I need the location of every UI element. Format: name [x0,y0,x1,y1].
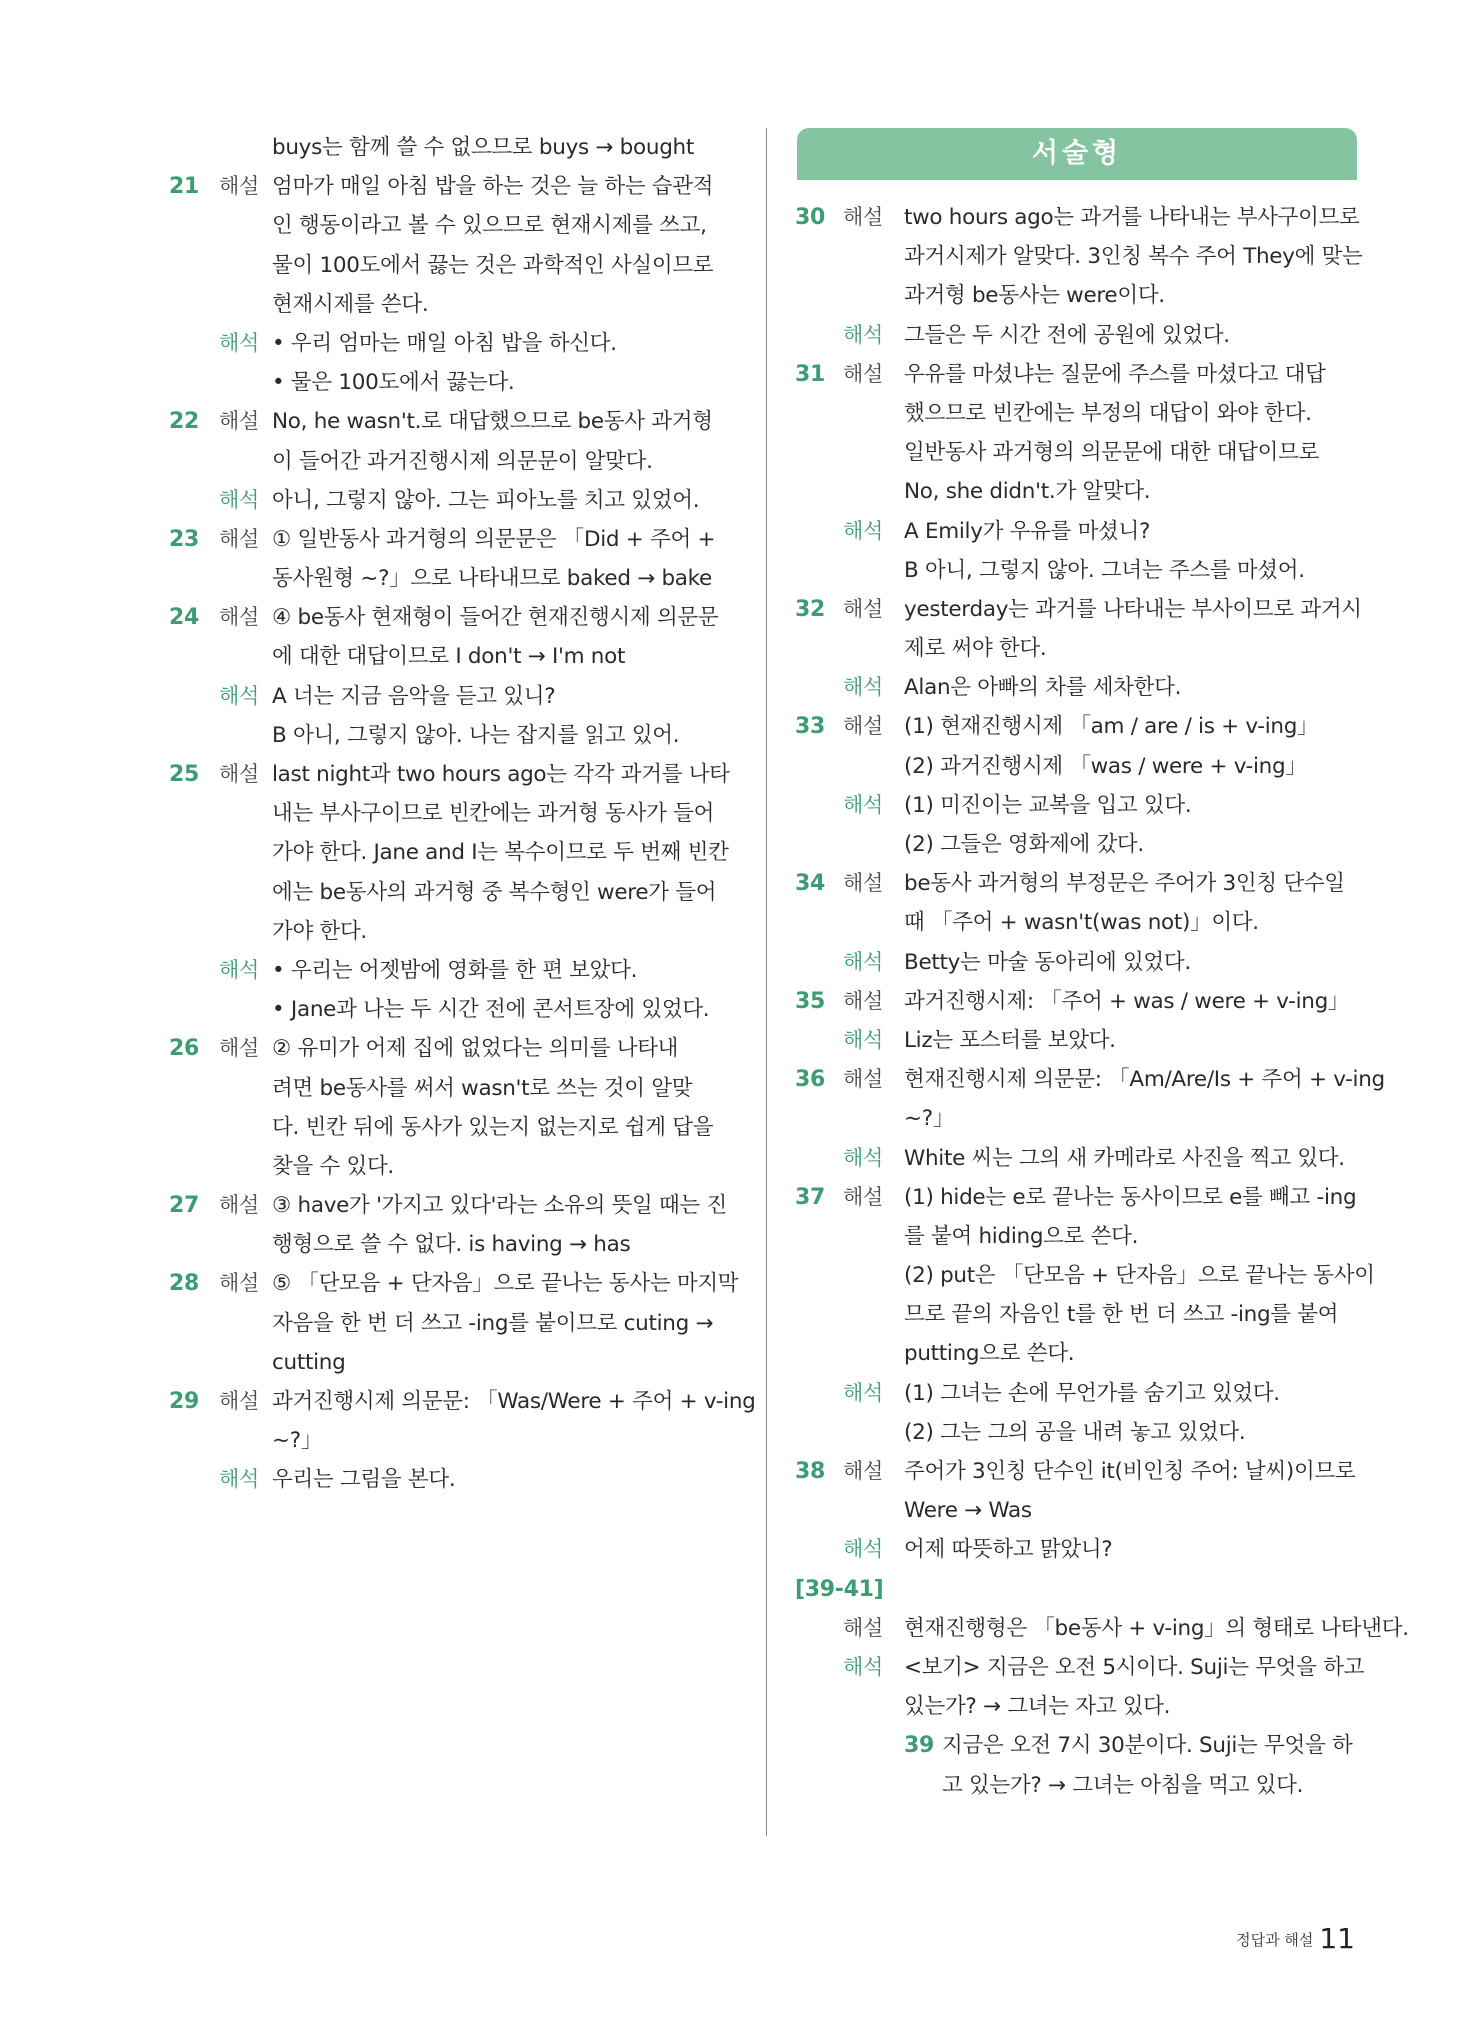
translation-tag: 해석 [843,518,883,543]
explanation-tag: 해설 [843,1615,883,1640]
right-column-lines [795,198,1409,1805]
text-line [797,707,1357,746]
question-number: 24 [169,605,200,631]
line-text: (1) hide는 e로 끝나는 동사이므로 e를 빼고 -ing [904,1184,1357,1210]
text-line [797,864,1357,903]
question-number: 29 [169,1389,200,1414]
text-line [797,1726,1357,1765]
left-column [169,128,756,1500]
text-line [171,755,741,794]
text-line [171,1108,741,1147]
explanation-tag: 해설 [843,596,883,621]
line-text: 에는 be동사의 과거형 중 복수형인 were가 들어 [272,879,717,905]
text-line [797,668,1357,707]
text-line [795,198,1360,237]
page-number: 11 [1319,1922,1355,1955]
line-text: 과거진행시제: 「주어 + was / were + v-ing」 [904,988,1350,1014]
line-text: 이 들어간 과거진행시제 의문문이 알맞다. [272,448,653,474]
text-line [797,903,1357,942]
text-line [171,598,741,637]
text-line [797,551,1357,590]
line-text: be동사 과거형의 부정문은 주어가 3인칭 단수일 [904,871,1345,897]
text-line [171,1264,741,1303]
line-text: putting으로 쓴다. [904,1341,1075,1367]
line-text: two hours ago는 과거를 나타내는 부사구이므로 [904,205,1360,230]
explanation-tag: 해설 [843,1459,883,1483]
translation-tag: 해석 [219,330,259,355]
text-line [171,1186,741,1225]
line-text: (1) 그녀는 손에 무언가를 숨기고 있었다. [904,1380,1280,1406]
line-text: cutting [272,1349,346,1375]
line-text: 현재시제를 쓴다. [272,291,429,317]
text-line [171,637,741,676]
text-line [171,324,741,363]
line-text: 려면 be동사를 써서 wasn't로 쓰는 것이 알맞 [272,1075,693,1101]
text-line [171,442,741,481]
line-text: 가야 한다. Jane and I는 복수이므로 두 번째 빈칸 [272,840,729,866]
line-text: yesterday는 과거를 나타내는 부사이므로 과거시 [904,596,1362,622]
question-number: 27 [169,1193,200,1219]
line-text: 에 대한 대답이므로 I don't → I'm not [272,644,626,670]
text-line [171,481,741,520]
question-number: 32 [795,596,826,622]
translation-tag: 해석 [843,949,883,974]
text-line [797,1099,1357,1138]
line-text: 아니, 그렇지 않아. 그는 피아노를 치고 있었어. [272,487,700,513]
line-text: 물이 100도에서 끓는 것은 과학적인 사실이므로 [272,252,714,278]
translation-tag: 해석 [843,1027,883,1052]
translation-tag: 해석 [843,792,883,817]
line-text: (2) 그들은 영화제에 갔다. [904,832,1144,857]
text-line [171,1147,741,1186]
line-text: 했으므로 빈칸에는 부정의 대답이 와야 한다. [904,400,1312,426]
question-number: 23 [169,526,200,552]
text-line [171,833,741,872]
line-text: 고 있는가? → 그녀는 아침을 먹고 있다. [942,1772,1304,1798]
line-text: No, she didn't.가 알맞다. [904,479,1151,505]
text-line [797,1178,1357,1217]
text-line [171,1343,741,1382]
explanation-tag: 해설 [219,762,259,786]
text-line [797,316,1357,355]
text-line [797,1334,1357,1373]
text-line [797,1295,1357,1334]
text-line [797,943,1357,982]
line-text: (2) 과거진행시제 「was / were + v-ing」 [904,753,1307,779]
explanation-tag: 해설 [843,1184,883,1209]
line-text: • 우리 엄마는 매일 아침 밥을 하신다. [272,330,617,356]
line-text: <보기> 지금은 오전 5시이다. Suji는 무엇을 하고 [904,1654,1365,1680]
line-text: 므로 끝의 자음인 t를 한 번 더 쓰고 -ing를 붙여 [904,1302,1339,1328]
text-line [171,1029,741,1068]
question-number: 26 [169,1036,200,1062]
text-line [171,990,741,1029]
line-text: buys는 함께 쓸 수 없으므로 buys → bought [272,135,695,160]
text-line [171,951,741,990]
explanation-tag: 해설 [219,526,259,551]
text-line [171,206,741,245]
page-footer [1236,1922,1355,1955]
line-text: • 우리는 어젯밤에 영화를 한 편 보았다. [272,957,638,983]
text-line [797,512,1357,551]
text-line [171,873,741,912]
question-number: 21 [169,174,200,200]
line-text: B 아니, 그렇지 않아. 그녀는 주스를 마셨어. [904,557,1305,583]
explanation-tag: 해설 [843,714,883,739]
text-line [797,825,1357,864]
text-line [171,1460,741,1499]
question-number: 30 [795,205,826,230]
line-text: 일반동사 과거형의 의문문에 대한 대답이므로 [904,440,1320,466]
explanation-tag: 해설 [219,605,259,630]
line-text: 때 「주어 + wasn't(was not)」이다. [904,910,1259,936]
line-text: ⑤ 「단모음 + 단자음」으로 끝나는 동사는 마지막 [272,1271,739,1297]
text-line [171,285,741,324]
explanation-tag: 해설 [843,205,883,229]
text-line [797,982,1357,1021]
line-text: 행형으로 쓸 수 없다. is having → has [272,1232,631,1258]
text-line [171,794,741,833]
text-line [797,629,1357,668]
section-banner: 서술형 [797,128,1357,180]
line-text: last night과 two hours ago는 각각 과거를 나타 [272,762,730,787]
text-line [171,402,741,441]
text-line [171,559,741,598]
text-line [171,128,741,167]
text-line [797,786,1357,825]
line-text: ③ have가 '가지고 있다'라는 소유의 뜻일 때는 진 [272,1193,727,1219]
question-number: 22 [169,409,200,435]
text-line [797,1021,1357,1060]
text-line [171,1421,741,1460]
line-text: Betty는 마술 동아리에 있었다. [904,949,1191,975]
text-line [797,1491,1357,1530]
text-line [171,677,741,716]
line-text: 우유를 마셨냐는 질문에 주스를 마셨다고 대답 [904,361,1326,387]
right-column [795,128,1409,1805]
line-text: • 물은 100도에서 끓는다. [272,370,515,396]
line-text: ④ be동사 현재형이 들어간 현재진행시제 의문문 [272,605,719,631]
translation-tag: 해석 [219,683,259,708]
text-line [797,1530,1357,1569]
translation-tag: 해석 [843,1145,883,1170]
text-line [171,520,741,559]
text-line [171,1304,741,1343]
question-number: 31 [795,361,826,387]
text-line [797,1452,1357,1491]
line-text: 찾을 수 있다. [272,1153,394,1179]
explanation-tag: 해설 [219,1036,259,1061]
footer-label: 정답과 해설 [1236,1931,1314,1949]
text-line [797,276,1357,315]
line-text: 우리는 그림을 본다. [272,1467,456,1493]
line-text: ~?」 [904,1106,955,1132]
line-text: Liz는 포스터를 보았다. [904,1027,1116,1053]
line-text: Were → Was [904,1498,1032,1524]
line-text: 어제 따뜻하고 맑았니? [904,1537,1113,1563]
explanation-tag: 해설 [219,1193,259,1218]
line-text: 과거시제가 알맞다. 3인칭 복수 주어 They에 맞는 [904,244,1363,270]
text-line [797,1139,1357,1178]
line-text: ② 유미가 어제 집에 없었다는 의미를 나타내 [272,1036,679,1062]
translation-tag: 해석 [843,675,883,700]
line-text: 인 행동이라고 볼 수 있으므로 현재시제를 쓰고, [272,213,707,239]
line-text: 내는 부사구이므로 빈칸에는 과거형 동사가 들어 [272,801,715,827]
translation-tag: 해석 [843,1537,883,1562]
line-text: 엄마가 매일 아침 밥을 하는 것은 늘 하는 습관적 [272,174,714,200]
question-number: 35 [795,988,826,1014]
translation-tag: 해석 [843,322,883,347]
line-text: (1) 미진이는 교복을 입고 있다. [904,792,1192,818]
text-line [797,1766,1357,1805]
text-line [797,1217,1357,1256]
text-line [797,433,1357,472]
text-line [797,472,1357,511]
text-line [797,1256,1375,1295]
question-number: 34 [795,871,826,897]
text-line [171,1069,741,1108]
question-range: [39-41] [795,1576,884,1602]
text-line [169,1382,756,1421]
line-text: Alan은 아빠의 차를 세차한다. [904,675,1182,701]
text-line [797,1609,1409,1648]
line-text: 과거진행시제 의문문: 「Was/Were + 주어 + v-ing [272,1389,756,1414]
column-divider [766,128,767,1836]
translation-tag: 해석 [843,1654,883,1679]
question-number: 38 [795,1459,826,1484]
text-line [797,394,1357,433]
line-text: A Emily가 우유를 마셨니? [904,518,1151,544]
text-line [171,246,741,285]
text-line [171,912,741,951]
translation-tag: 해석 [219,1467,259,1492]
explanation-tag: 해설 [843,361,883,386]
text-line [171,716,741,755]
text-line [795,590,1362,629]
explanation-tag: 해설 [843,871,883,896]
text-line [797,1648,1365,1687]
question-number: 28 [169,1271,200,1297]
translation-tag: 해석 [843,1380,883,1405]
line-text: A 너는 지금 음악을 듣고 있니? [272,683,556,709]
line-text: (2) 그는 그의 공을 내려 놓고 있었다. [904,1419,1246,1445]
line-text: 지금은 오전 7시 30분이다. Suji는 무엇을 하 [942,1733,1353,1759]
text-line [795,1060,1385,1099]
question-number: 33 [795,714,826,740]
text-line [171,167,741,206]
line-text: 를 붙여 hiding으로 쓴다. [904,1223,1139,1249]
explanation-tag: 해설 [843,988,883,1013]
line-text: White 씨는 그의 새 카메라로 사진을 찍고 있다. [904,1145,1345,1171]
line-text: (1) 현재진행시제 「am / are / is + v-ing」 [904,714,1319,740]
line-text: 동사원형 ~?」으로 나타내므로 baked → bake [272,566,712,592]
question-number: 25 [169,762,200,787]
translation-tag: 해석 [219,487,259,512]
line-text: 가야 한다. [272,918,367,944]
line-text: • Jane과 나는 두 시간 전에 콘서트장에 있었다. [272,997,710,1023]
explanation-tag: 해설 [219,1271,259,1296]
line-text: 다. 빈칸 뒤에 동사가 있는지 없는지로 쉽게 답을 [272,1114,714,1140]
question-number: 36 [795,1067,826,1093]
explanation-tag: 해설 [219,1389,259,1413]
text-line [797,1374,1357,1413]
line-text: (2) put은 「단모음 + 단자음」으로 끝나는 동사이 [904,1263,1375,1289]
line-text: 현재진행시제 의문문: 「Am/Are/Is + 주어 + v-ing [904,1067,1385,1093]
line-text: B 아니, 그렇지 않아. 나는 잡지를 읽고 있어. [272,722,680,748]
line-text: 자음을 한 번 더 쓰고 -ing를 붙이므로 cuting → [272,1310,714,1336]
translation-tag: 해석 [219,957,259,982]
sub-question-number: 39 [904,1733,935,1759]
text-line [797,1570,1357,1609]
text-line [797,237,1363,276]
line-text: 제로 써야 한다. [904,636,1047,662]
text-line [797,1687,1357,1726]
explanation-tag: 해설 [219,174,259,199]
text-line [171,363,741,402]
line-text: ~?」 [272,1428,323,1454]
text-line [171,1225,741,1264]
line-text: 과거형 be동사는 were이다. [904,283,1165,309]
explanation-tag: 해설 [219,409,259,434]
explanation-tag: 해설 [843,1067,883,1092]
text-line [797,1413,1357,1452]
text-line [797,355,1357,394]
line-text: 주어가 3인칭 단수인 it(비인칭 주어: 날씨)이므로 [904,1459,1356,1484]
question-number: 37 [795,1184,826,1210]
line-text: ① 일반동사 과거형의 의문문은 「Did + 주어 + [272,526,716,552]
text-line [797,747,1357,786]
line-text: 그들은 두 시간 전에 공원에 있었다. [904,322,1230,348]
line-text: 있는가? → 그녀는 자고 있다. [904,1694,1171,1720]
line-text: 현재진행형은 「be동사 + v-ing」의 형태로 나타낸다. [904,1615,1409,1641]
line-text: No, he wasn't.로 대답했으므로 be동사 과거형 [272,409,713,435]
